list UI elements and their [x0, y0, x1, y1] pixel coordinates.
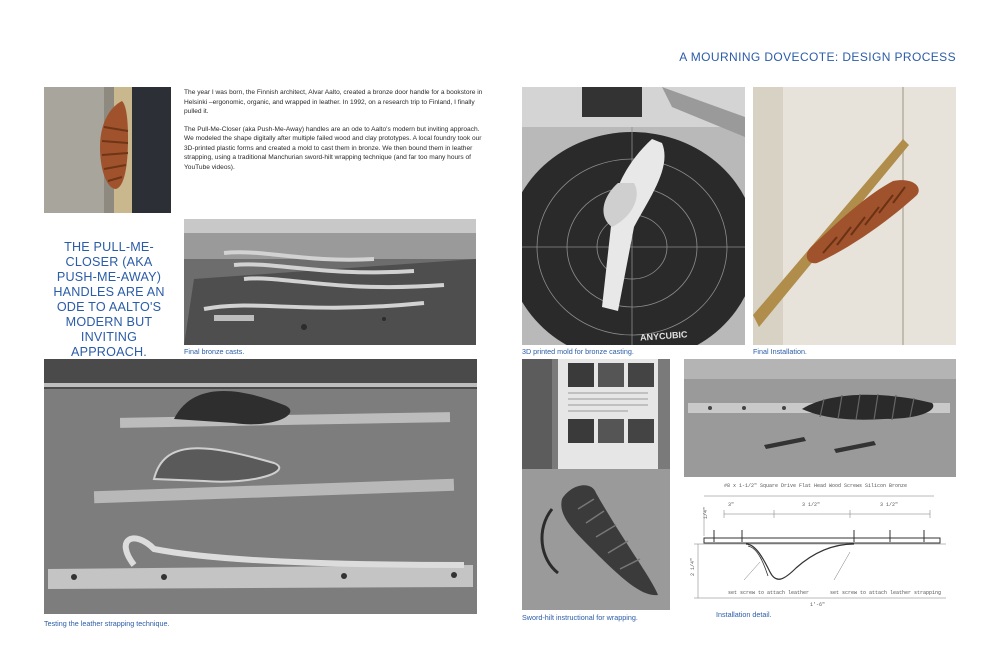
caption-bronze-casts: Final bronze casts.	[184, 347, 245, 356]
printer-brand-label: ANYCUBIC	[639, 329, 688, 343]
drawing-dim-a: 1/4"	[703, 506, 710, 520]
caption-installation: Final Installation.	[753, 347, 807, 356]
caption-printed-mold: 3D printed mold for bronze casting.	[522, 347, 634, 356]
installation-drawing	[684, 480, 956, 610]
caption-strapping: Testing the leather strapping technique.	[44, 619, 170, 628]
drawing-note-right: set screw to attach leather strapping	[830, 590, 942, 596]
bronze-casts-photo	[184, 219, 476, 345]
sword-hilt-photo	[522, 359, 670, 610]
drawing-dim-d: 3 1/2"	[880, 502, 899, 508]
drawing-dim-b: 3"	[728, 502, 735, 508]
strapping-test-photo	[44, 359, 477, 614]
final-installation-photo	[753, 87, 956, 345]
caption-sword-hilt: Sword-hilt instructional for wrapping.	[522, 613, 638, 622]
intro-paragraph-2: The Pull-Me-Closer (aka Push-Me-Away) handles are an ode to Aalto's modern but inviting approach. We modeled the shape digitally after multiple failed wood and clay prototypes. A local foundry took our 3D-printed plastic forms and created a mold to cast them in bronze. We then bound them in leather strapping, using a traditional Manchurian sword-hilt wrapping technique (and far too many hours of YouTube videos).	[184, 125, 482, 171]
printed-mold-photo	[522, 87, 745, 345]
drawing-dim-c: 3 1/2"	[802, 502, 821, 508]
drawing-note-left: set screw to attach leather	[728, 590, 810, 596]
pull-quote: THE PULL-ME-CLOSER (AKA PUSH-ME-AWAY) HANDLES ARE AN ODE TO AALTO'S MODERN BUT INVITING APPROACH.	[53, 240, 165, 359]
caption-detail: Installation detail.	[716, 610, 772, 619]
aalto-handle-photo	[44, 87, 171, 213]
drawing-dim-total: 1'-6"	[810, 602, 826, 608]
drawing-screw-note: #8 x 1-1/2" Square Drive Flat Head Wood Screws Silicon Bronze	[724, 483, 908, 489]
intro-paragraph-1: The year I was born, the Finnish architect, Alvar Aalto, created a bronze door handle for a bookstore in Helsinki –ergonomic, organic, and wrapped in leather. In 1992, on a research trip to Finland, I finally pulled it.	[184, 89, 483, 115]
intro-text	[184, 88, 484, 180]
drawing-dim-e: 2 1/4"	[690, 557, 697, 577]
page-title: A MOURNING DOVECOTE: DESIGN PROCESS	[679, 50, 956, 64]
handle-rail-photo	[684, 359, 956, 477]
